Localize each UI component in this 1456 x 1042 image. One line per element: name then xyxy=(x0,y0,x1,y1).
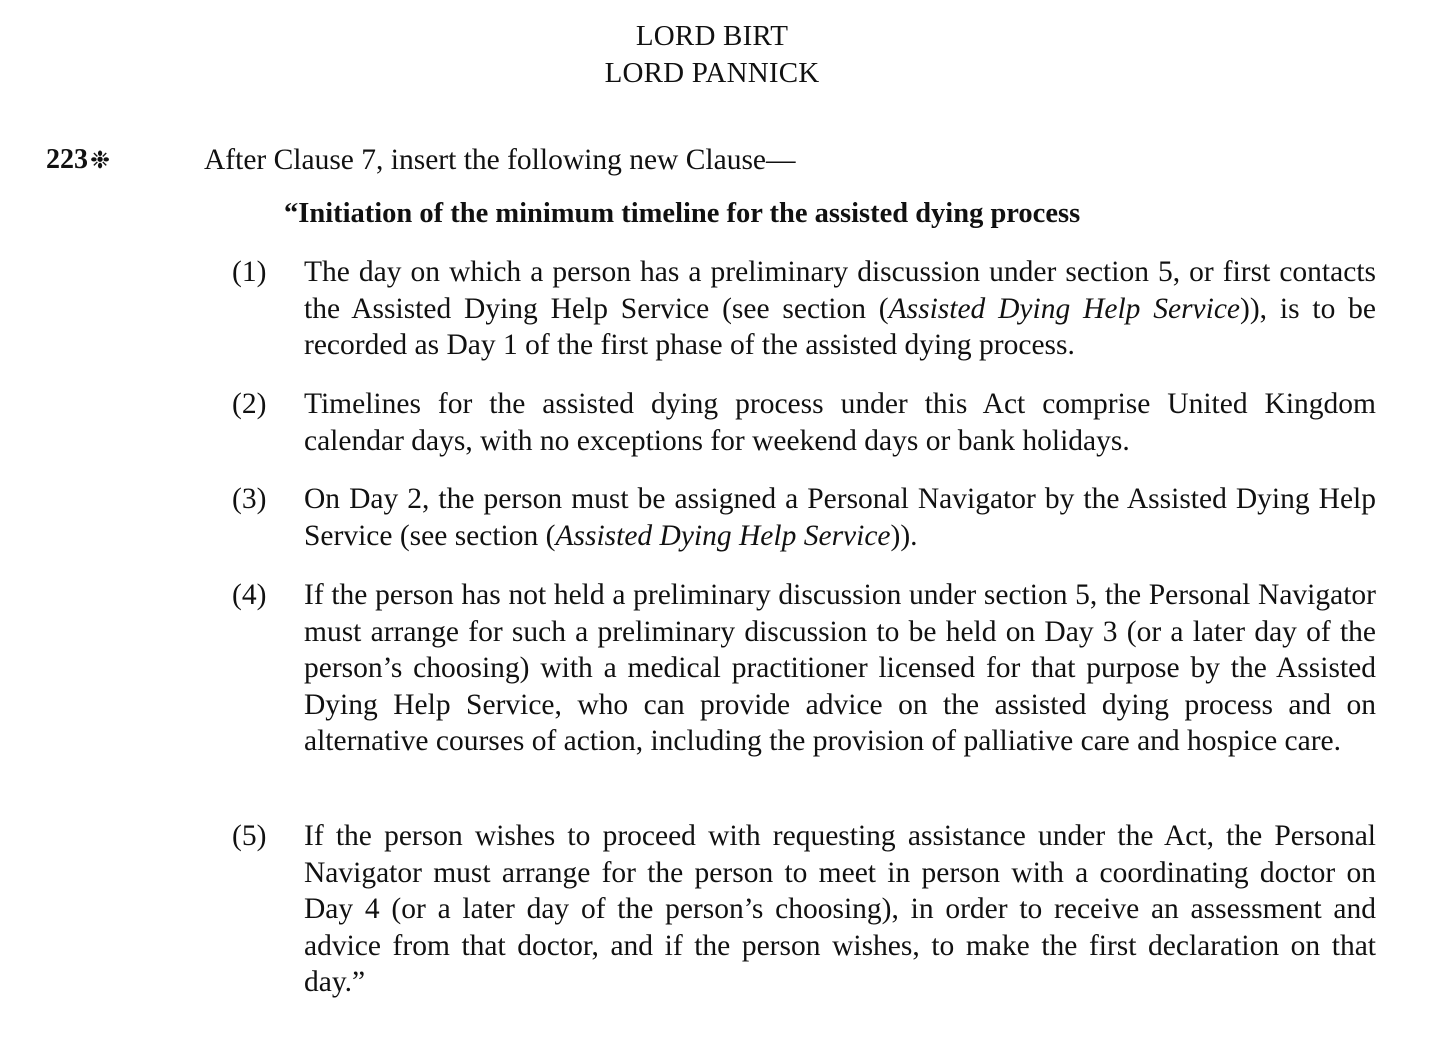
subsection-number: (4) xyxy=(232,579,267,611)
subsection-text: If the person has not held a preliminary discussion under section 5, the Personal Navigator must arrange for such a preliminary discussion to be held on Day 3 (or a later day of the person’s choosing) with a medical practitioner licensed for that purpose by the Assisted Dying Help Service, who can provide advice on the assisted dying process and on alternative courses of action, including the provision of palliative care and hospice care. xyxy=(304,579,1376,758)
sponsor-name: LORD PANNICK xyxy=(604,57,820,89)
subsection-1 xyxy=(232,254,1376,364)
subsection-5 xyxy=(232,818,1376,1001)
subsection-number: (5) xyxy=(232,820,267,852)
subsection-text: If the person wishes to proceed with requesting assistance under the Act, the Personal Navigator must arrange for the person to meet in person with a coordinating doctor on Day 4 (or a later day of the person’s choosing), in order to receive an assessment and advice from that doctor, and if the person wishes, to make the first declaration on that day.” xyxy=(304,820,1376,999)
subsection-3 xyxy=(232,481,1376,554)
amendment-number xyxy=(46,142,110,179)
clause-heading: “Initiation of the minimum timeline for the assisted dying process xyxy=(284,198,1081,229)
section-reference: Assisted Dying Help Service xyxy=(555,519,891,552)
sponsors-block xyxy=(0,18,1424,92)
section-reference: Assisted Dying Help Service xyxy=(888,292,1241,325)
subsection-2 xyxy=(232,386,1376,459)
subsection-text: The day on which a person has a preliminary discussion under section 5, or first contacts the Assisted Dying Help Service (see section (Assisted Dying Help Service)), is to be recorded as Day 1 of the first phase of the assisted dying process. xyxy=(304,256,1376,362)
subsection-number: (2) xyxy=(232,388,267,420)
subsection-text: On Day 2, the person must be assigned a Personal Navigator by the Assisted Dying Help Service (see section (Assisted Dying Help Service)). xyxy=(304,483,1376,552)
subsection-text: Timelines for the assisted dying process under this Act comprise United Kingdom calendar days, with no exceptions for weekend days or bank holidays. xyxy=(304,388,1376,457)
subsection-number: (3) xyxy=(232,483,267,515)
amendment-instruction: After Clause 7, insert the following new Clause— xyxy=(204,144,796,176)
subsection-number: (1) xyxy=(232,256,267,288)
star-marker-icon: ❉ xyxy=(90,148,111,174)
amendment-number-value: 223 xyxy=(46,144,88,175)
subsection-4 xyxy=(232,577,1376,760)
sponsor-name: LORD BIRT xyxy=(635,20,789,52)
